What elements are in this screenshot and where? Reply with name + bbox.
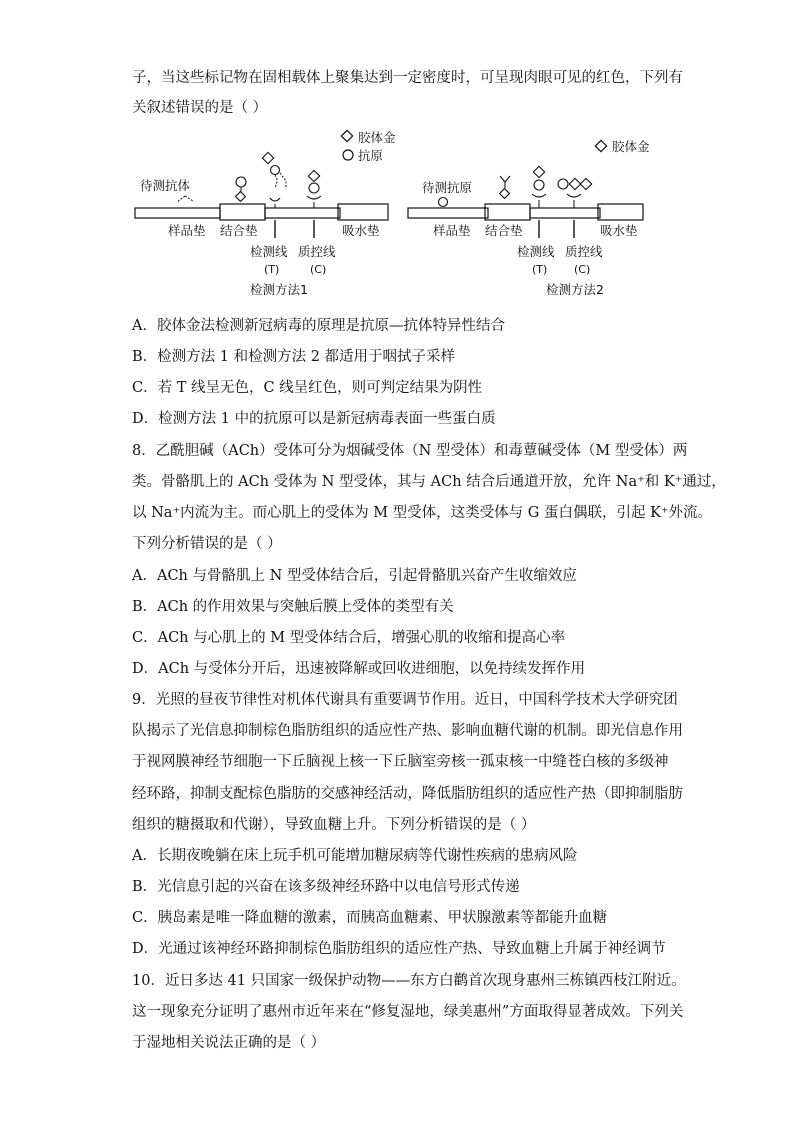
method1-membrane	[265, 208, 340, 218]
intro-line-2: 关叙述错误的是（ ）	[132, 100, 268, 116]
method2-sample-label: 待测抗原	[422, 180, 473, 195]
method2-membrane	[530, 208, 600, 218]
intro-line-1: 子，当这些标记物在固相载体上聚集达到一定密度时，可呈现肉眼可见的红色，下列有	[132, 70, 683, 86]
method2-test-line-code: (T)	[532, 263, 548, 276]
q7-option-c: C．若 T 线呈无色，C 线呈红色，则可判定结果为阴性	[132, 380, 483, 396]
q8-stem-line-3: 以 Na⁺内流为主。而心肌上的受体为 M 型受体，这类受体与 G 蛋白偶联，引起 K⁺外流。	[132, 505, 713, 521]
q9-stem-line-2: 队揭示了光信息抑制棕色脂肪组织的适应性产热、影响血糖代谢的机制。即光信息作用	[132, 723, 683, 739]
method2-absorbent-pad	[598, 204, 643, 220]
method1-conjugate-pad-label: 结合垫	[220, 223, 258, 238]
q10-stem-line-3: 于湿地相关说法正确的是（ ）	[132, 1035, 326, 1051]
q7-option-b: B．检测方法 1 和检测方法 2 都适用于咽拭子采样	[132, 349, 456, 365]
q9-stem-line-1: 9．光照的昼夜节律性对机体代谢具有重要调节作用。近日，中国科学技术大学研究团	[132, 692, 678, 708]
method1-caption: 检测方法1	[250, 282, 308, 297]
method1-conjugate-pad	[220, 204, 265, 220]
q8-option-d: D．ACh 与受体分开后，迅速被降解或回收进细胞，以免持续发挥作用	[132, 661, 586, 677]
legend-gold-label: 胶体金	[358, 130, 396, 145]
method1-diagram	[135, 130, 396, 297]
q8-stem-line-4: 下列分析错误的是（ ）	[132, 536, 282, 552]
q8-stem-line-2: 类。骨骼肌上的 ACh 受体为 N 型受体，其与 ACh 结合后通道开放，允许 Na⁺和 K⁺通过，	[132, 474, 726, 490]
method2-test-line-label: 检测线	[517, 244, 555, 259]
q7-option-d: D．检测方法 1 中的抗原可以是新冠病毒表面一些蛋白质	[132, 411, 496, 427]
antigen-circle-icon	[439, 198, 448, 207]
legend-antigen-label: 抗原	[358, 148, 384, 163]
method2-control-line-code: (C)	[574, 263, 591, 276]
method1-sample-label: 待测抗体	[140, 178, 191, 193]
method1-sample-pad-label: 样品垫	[168, 223, 206, 238]
method2-sample-pad-label: 样品垫	[433, 223, 471, 238]
q8-option-b: B．ACh 的作用效果与突触后膜上受体的类型有关	[132, 599, 454, 615]
method2-caption: 检测方法2	[546, 282, 604, 297]
antibody-icon	[177, 196, 193, 202]
method2-absorbent-pad-label: 吸水垫	[600, 223, 638, 238]
q9-stem-line-4: 经环路，抑制支配棕色脂肪的交感神经活动，降低脂肪组织的适应性产热（即抑制脂肪	[132, 786, 683, 802]
method2-conjugate-pad-label: 结合垫	[485, 223, 523, 238]
gold-diamond-icon	[595, 140, 606, 151]
q9-stem-line-5: 组织的糖摄取和代谢），导致血糖上升。下列分析错误的是（ ）	[132, 817, 536, 833]
method1-sample-pad	[135, 208, 220, 218]
gold-diamond-icon	[341, 130, 352, 141]
legend-gold-label: 胶体金	[612, 139, 650, 154]
method2-control-line-label: 质控线	[565, 244, 603, 259]
q10-stem-line-1: 10．近日多达 41 只国家一级保护动物——东方白鹳首次现身惠州三栋镇西枝江附近。	[132, 973, 686, 989]
method2-sample-pad	[408, 208, 488, 218]
q9-stem-line-3: 于视网膜神经节细胞一下丘脑视上核一下丘脑室旁核一孤束核一中缝苍白核的多级神	[132, 754, 669, 770]
method1-control-line-label: 质控线	[298, 244, 336, 259]
q8-stem-line-1: 8．乙酰胆碱（ACh）受体可分为烟碱受体（N 型受体）和毒蕈碱受体（M 型受体）两	[132, 443, 688, 459]
q10-stem-line-2: 这一现象充分证明了惠州市近年来在“修复湿地，绿美惠州”方面取得显著成效。下列关	[132, 1004, 684, 1020]
q7-option-a: A．胶体金法检测新冠病毒的原理是抗原—抗体特异性结合	[132, 318, 505, 334]
detection-method-diagram	[130, 128, 670, 303]
method1-control-line-code: (C)	[310, 263, 327, 276]
method1-absorbent-pad	[338, 204, 388, 220]
q8-option-a: A．ACh 与骨骼肌上 N 型受体结合后，引起骨骼肌兴奋产生收缩效应	[132, 568, 577, 584]
method1-test-line-label: 检测线	[250, 244, 288, 259]
q9-option-c: C．胰岛素是唯一降血糖的激素，而胰高血糖素、甲状腺激素等都能升血糖	[132, 910, 608, 926]
q8-option-c: C．ACh 与心肌上的 M 型受体结合后，增强心肌的收缩和提高心率	[132, 630, 566, 646]
method1-absorbent-pad-label: 吸水垫	[342, 223, 380, 238]
q9-option-d: D．光通过该神经环路抑制棕色脂肪组织的适应性产热、导致血糖上升属于神经调节	[132, 941, 666, 957]
method1-test-line-code: (T)	[264, 263, 280, 276]
q9-option-b: B．光信息引起的兴奋在该多级神经环路中以电信号形式传递	[132, 879, 520, 895]
method2-diagram	[408, 139, 650, 297]
antigen-circle-icon	[343, 150, 353, 160]
method2-conjugate-pad	[485, 204, 530, 220]
q9-option-a: A．长期夜晚躺在床上玩手机可能增加糖尿病等代谢性疾病的患病风险	[132, 848, 578, 864]
